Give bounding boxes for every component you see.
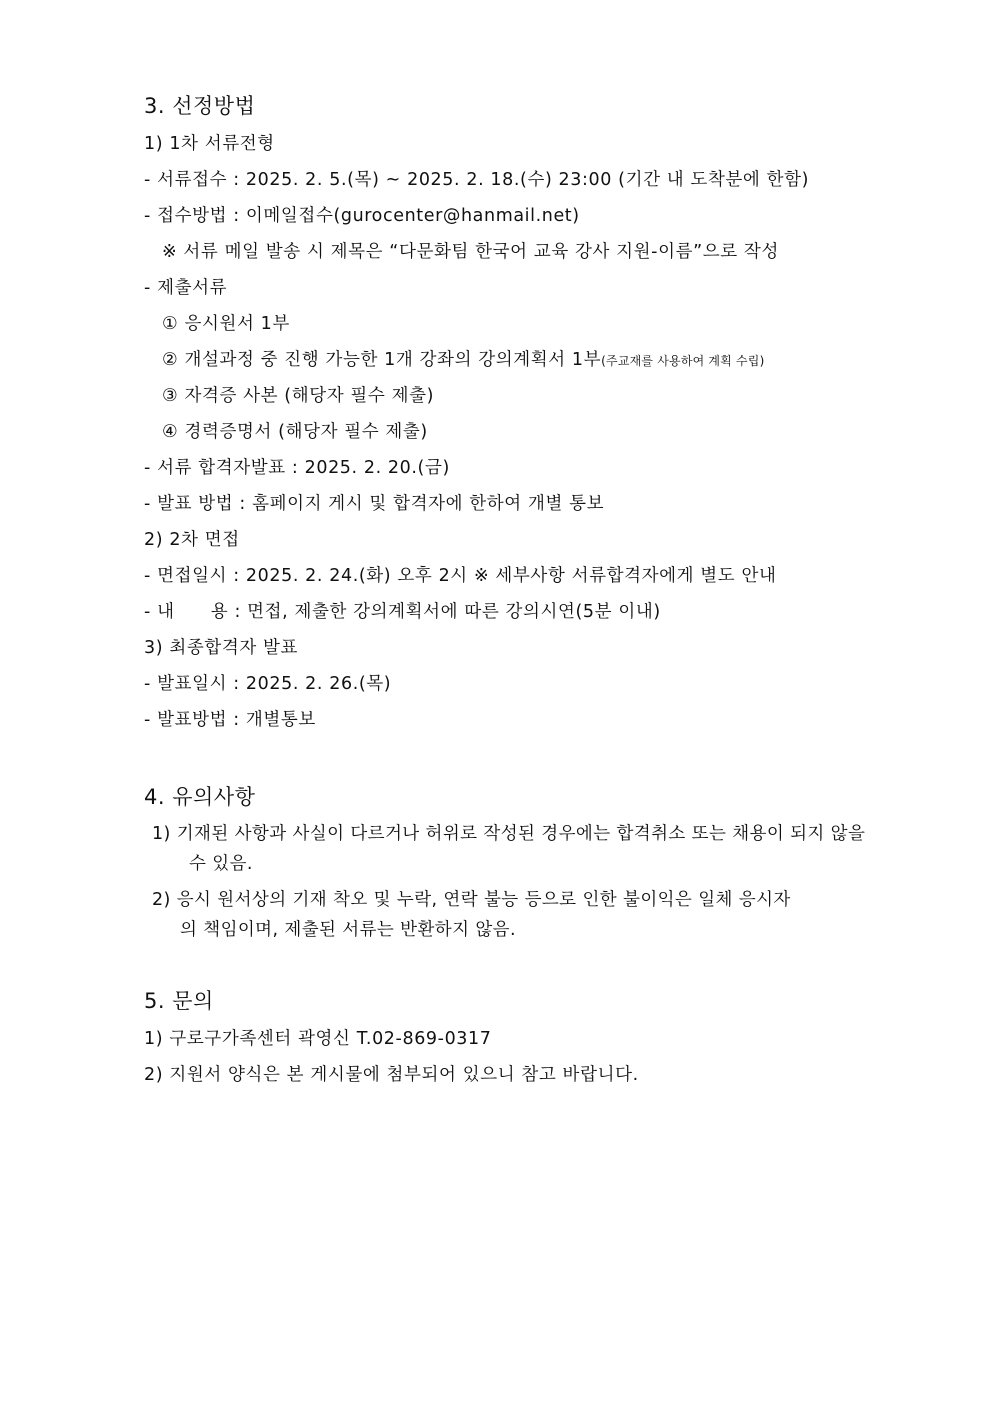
submission-documents-title: - 제출서류 xyxy=(144,278,228,298)
document-item-3: ③ 자격증 사본 (해당자 필수 제출) xyxy=(162,386,435,406)
caution-item-1-line-2: 수 있음. xyxy=(189,854,253,874)
document-result-date: - 서류 합격자발표 : 2025. 2. 20.(금) xyxy=(144,458,450,478)
receipt-method: - 접수방법 : 이메일접수(gurocenter@hanmail.net) xyxy=(144,206,580,226)
interview-content: - 내 용 : 면접, 제출한 강의계획서에 따른 강의시연(5분 이내) xyxy=(144,602,661,622)
announcement-method: - 발표 방법 : 홈페이지 게시 및 합격자에 한하여 개별 통보 xyxy=(144,494,605,514)
subsection-3-title: 3) 최종합격자 발표 xyxy=(144,638,299,658)
subsection-1-title: 1) 1차 서류전형 xyxy=(144,134,275,154)
document-item-4: ④ 경력증명서 (해당자 필수 제출) xyxy=(162,422,428,442)
contact-info: 1) 구로구가족센터 곽영신 T.02-869-0317 xyxy=(144,1029,492,1049)
document-item-2-note: (주교재를 사용하여 계획 수립) xyxy=(601,354,765,368)
caution-item-2-line-1: 2) 응시 원서상의 기재 착오 및 누락, 연락 불능 등으로 인한 불이익은 일체 응시자 xyxy=(152,890,791,910)
caution-item-1-line-1: 1) 기재된 사항과 사실이 다르거나 허위로 작성된 경우에는 합격취소 또는 채용이 되지 않을 xyxy=(152,824,866,844)
document-item-2-main: ② 개설과정 중 진행 가능한 1개 강좌의 강의계획서 1부 xyxy=(162,350,602,370)
final-announcement-date: - 발표일시 : 2025. 2. 26.(목) xyxy=(144,674,392,694)
form-attachment-note: 2) 지원서 양식은 본 게시물에 첨부되어 있으니 참고 바랍니다. xyxy=(144,1065,639,1085)
final-announcement-method: - 발표방법 : 개별통보 xyxy=(144,710,316,730)
subsection-2-title: 2) 2차 면접 xyxy=(144,530,240,550)
document-receipt-period: - 서류접수 : 2025. 2. 5.(목) ~ 2025. 2. 18.(수) 23:00 (기간 내 도착분에 한함) xyxy=(144,170,810,190)
document-item-1: ① 응시원서 1부 xyxy=(162,314,290,334)
section-4-heading: 4. 유의사항 xyxy=(144,785,256,809)
section-3-heading: 3. 선정방법 xyxy=(144,94,256,118)
section-5-heading: 5. 문의 xyxy=(144,989,214,1013)
caution-item-2-line-2: 의 책임이며, 제출된 서류는 반환하지 않음. xyxy=(180,920,516,940)
interview-date: - 면접일시 : 2025. 2. 24.(화) 오후 2시 ※ 세부사항 서류합격자에게 별도 안내 xyxy=(144,566,777,586)
email-subject-note: ※ 서류 메일 발송 시 제목은 “다문화팀 한국어 교육 강사 지원-이름”으로 작성 xyxy=(162,242,779,262)
document-item-2 xyxy=(162,349,764,372)
